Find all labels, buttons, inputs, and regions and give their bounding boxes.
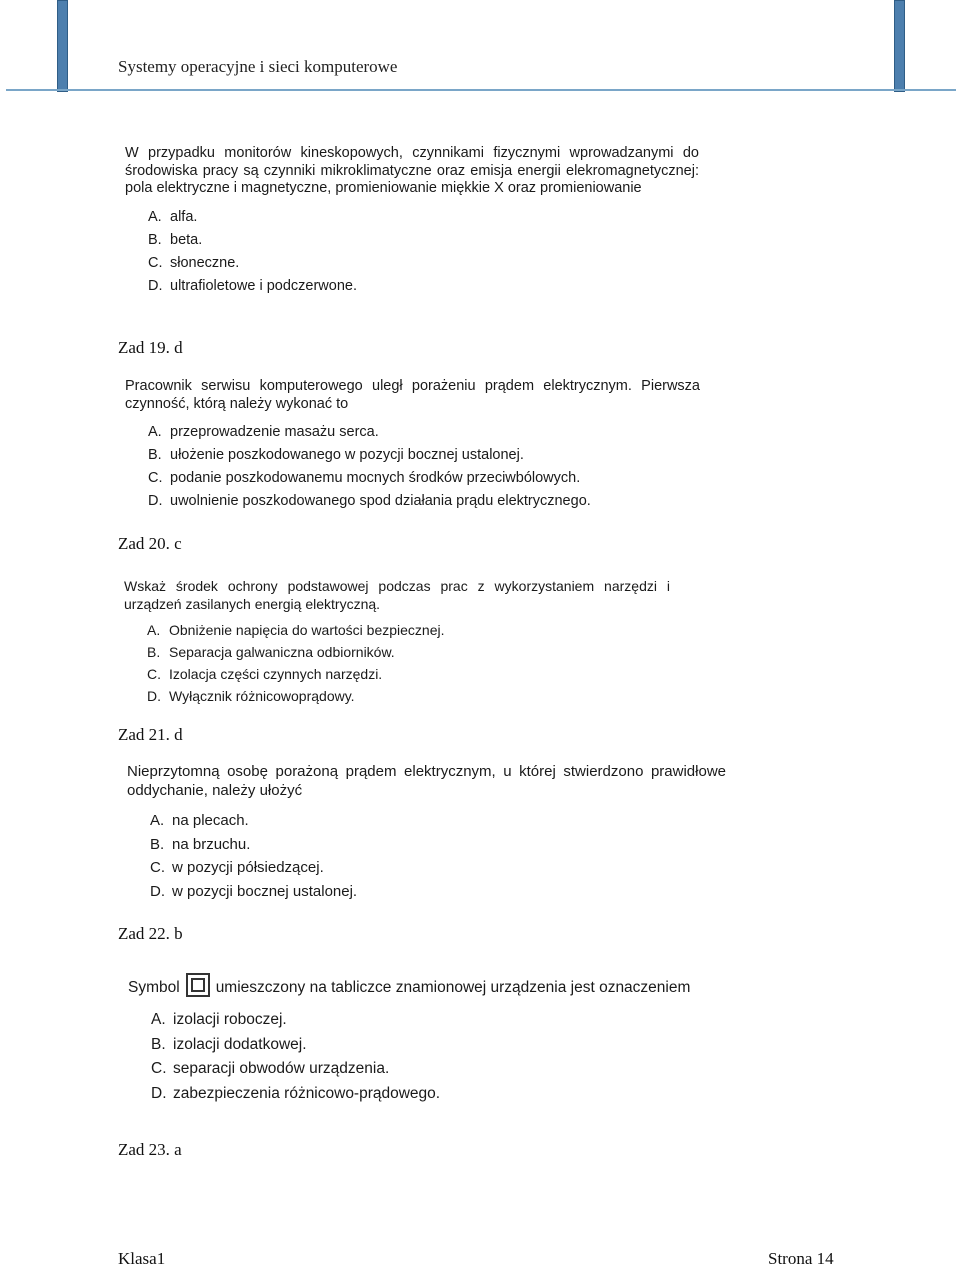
option-d: D. ultrafioletowe i podczerwone. (148, 277, 357, 294)
option-c: C. Izolacja części czynnych narzędzi. (147, 666, 383, 682)
question-stem: Pracownik serwisu komputerowego uległ porażeniu prądem elektrycznym. Pierwsza czynność, którą należy wykonać to (125, 378, 700, 412)
question-stem: Symbol umieszczony na tabliczce znamionowej urządzenia jest oznaczeniem (128, 976, 728, 1000)
option-d: D. zabezpieczenia różnicowo-prądowego. (151, 1084, 441, 1102)
question-19 (125, 145, 699, 298)
option-a: A. przeprowadzenie masażu serca. (148, 424, 379, 440)
option-b: B. Separacja galwaniczna odbiorników. (147, 644, 395, 660)
options-list (148, 421, 700, 513)
question-21 (124, 578, 670, 707)
option-b: B. ułożenie poszkodowanego w pozycji bocznej ustalonej. (148, 447, 524, 463)
option-a: A. Obniżenie napięcia do wartości bezpiecznej. (147, 622, 445, 638)
option-c: C. podanie poszkodowanemu mocnych środków przeciwbólowych. (148, 470, 581, 486)
header-accent-bar-right (894, 0, 905, 92)
answer-22: Zad 22. b (118, 924, 183, 943)
header-divider (6, 89, 956, 91)
options-list (151, 1008, 728, 1106)
question-stem: W przypadku monitorów kineskopowych, czynnikami fizycznymi wprowadzanymi do środowiska pracy są czynniki mikroklimatyczne oraz emisja energii elekromagnetycznej: pola elektryczne i magnetyczne, promieniowanie miękkie X oraz promieniowanie (125, 145, 699, 196)
option-a: A. na plecach. (150, 812, 249, 829)
answer-23: Zad 23. a (118, 1140, 182, 1159)
question-23 (128, 976, 728, 1106)
options-list (150, 809, 726, 903)
option-d: D. Wyłącznik różnicowoprądowy. (147, 688, 355, 704)
options-list (148, 206, 699, 298)
option-a: A. izolacji roboczej. (151, 1011, 287, 1028)
footer-class-label: Klasa1 (118, 1249, 166, 1268)
answer-21: Zad 21. d (118, 725, 183, 744)
option-b: B. izolacji dodatkowej. (151, 1035, 307, 1053)
header-title: Systemy operacyjne i sieci komputerowe (118, 57, 398, 76)
option-c: C. słoneczne. (148, 254, 240, 271)
answer-19: Zad 19. d (118, 338, 183, 357)
option-c: C. separacji obwodów urządzenia. (151, 1060, 390, 1077)
double-insulation-symbol-icon (186, 973, 210, 997)
question-22 (127, 762, 726, 903)
question-20 (125, 378, 700, 513)
question-stem: Nieprzytomną osobę porażoną prądem elektrycznym, u której stwierdzono prawidłowe oddychanie, należy ułożyć (127, 763, 726, 799)
answer-20: Zad 20. c (118, 534, 182, 553)
question-stem: Wskaż środek ochrony podstawowej podczas prac z wykorzystaniem narzędzi i urządzeń zasilanych energią elektryczną. (124, 578, 670, 612)
option-d: D. uwolnienie poszkodowanego spod działania prądu elektrycznego. (148, 493, 591, 509)
option-b: B. beta. (148, 231, 203, 248)
option-c: C. w pozycji półsiedzącej. (150, 859, 324, 876)
option-a: A. alfa. (148, 208, 198, 225)
option-d: D. w pozycji bocznej ustalonej. (150, 882, 358, 900)
footer-page-number: Strona 14 (768, 1249, 834, 1268)
header-accent-bar-left (57, 0, 68, 92)
options-list (147, 619, 670, 707)
option-b: B. na brzuchu. (150, 835, 251, 853)
